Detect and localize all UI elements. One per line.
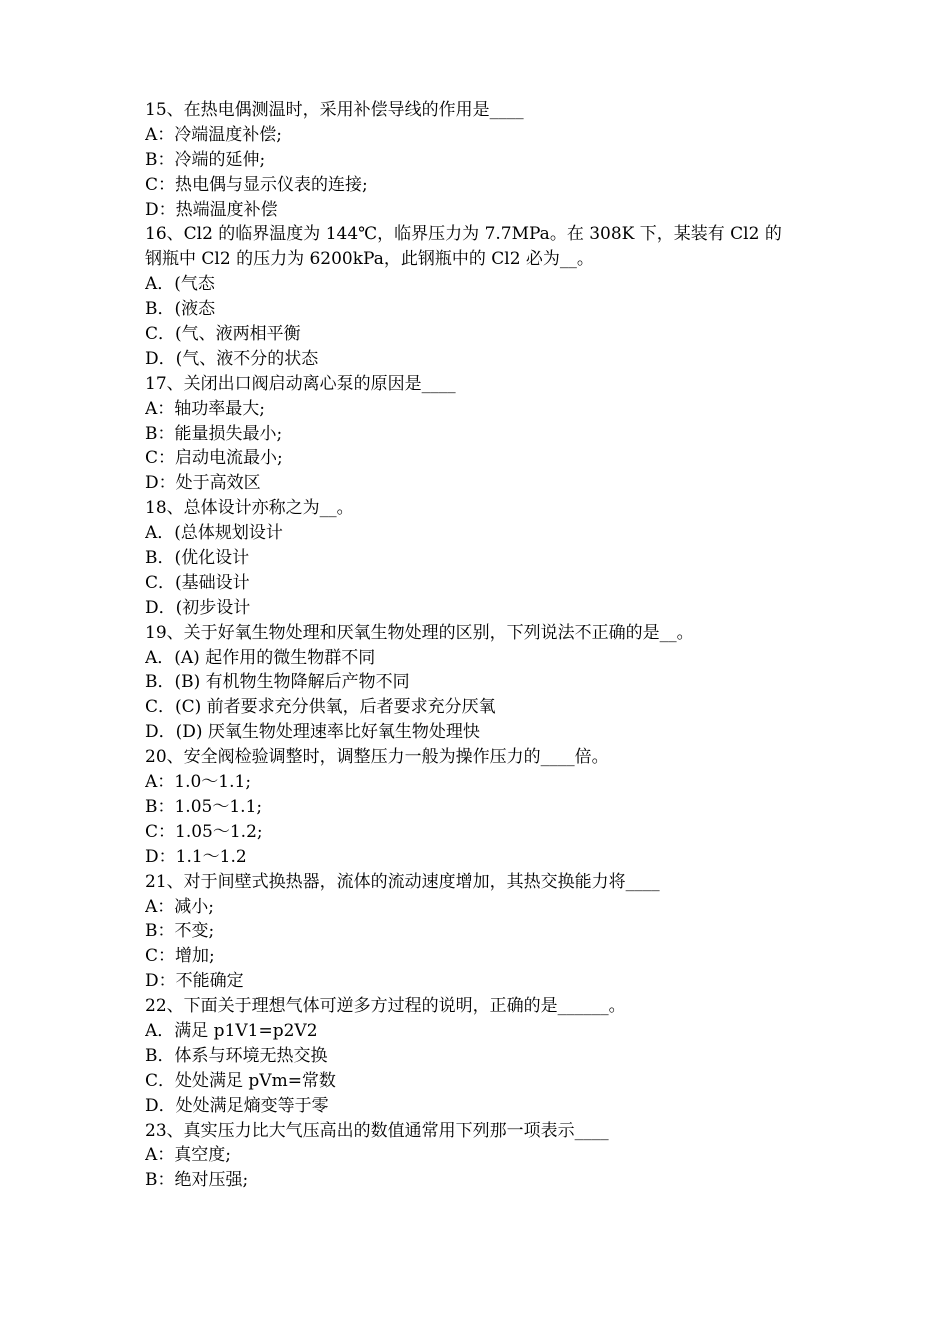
answer-option-line: B．体系与环境无热交换 — [145, 1045, 328, 1066]
answer-option-line: B．(B) 有机物生物降解后产物不同 — [145, 672, 410, 693]
question-text-line: 17、关闭出口阀启动离心泵的原因是____ — [145, 373, 456, 394]
question-text-line: 22、下面关于理想气体可逆多方过程的说明，正确的是______。 — [145, 996, 626, 1017]
question-text-line: 23、真实压力比大气压高出的数值通常用下列那一项表示____ — [145, 1120, 609, 1141]
answer-option-line: A：冷端温度补偿; — [145, 124, 283, 145]
exam-questions-body — [145, 98, 825, 1193]
answer-option-line: D．(初步设计 — [145, 597, 251, 618]
answer-option-line: D：热端温度补偿 — [145, 199, 278, 220]
answer-option-line: D．处处满足熵变等于零 — [145, 1095, 329, 1116]
question-text-line: 钢瓶中 Cl2 的压力为 6200kPa，此钢瓶中的 Cl2 必为__。 — [145, 249, 594, 270]
answer-option-line: A．(总体规划设计 — [145, 523, 283, 544]
answer-option-line: A：减小; — [145, 896, 215, 917]
question-text-line: 15、在热电偶测温时，采用补偿导线的作用是____ — [145, 100, 524, 120]
answer-option-line: B：能量损失最小; — [145, 423, 283, 444]
question-text-line: 20、安全阀检验调整时，调整压力一般为操作压力的____倍。 — [145, 747, 609, 768]
answer-option-line: C．(气、液两相平衡 — [145, 324, 301, 345]
answer-option-line: B．(液态 — [145, 299, 216, 320]
answer-option-line: D：1.1～1.2 — [145, 846, 247, 867]
answer-option-line: C：热电偶与显示仪表的连接; — [145, 174, 368, 195]
answer-option-line: D：处于高效区 — [145, 473, 261, 494]
answer-option-line: B．(优化设计 — [145, 548, 250, 569]
answer-option-line: C．处处满足 pVm=常数 — [145, 1070, 336, 1091]
answer-option-line: A．(A) 起作用的微生物群不同 — [145, 647, 376, 668]
answer-option-line: A．(气态 — [145, 274, 215, 295]
question-text-line: 19、关于好氧生物处理和厌氧生物处理的区别，下列说法不正确的是__。 — [145, 622, 694, 643]
answer-option-line: A：1.0～1.1; — [145, 772, 252, 793]
answer-option-line: C：1.05～1.2; — [145, 821, 263, 842]
answer-option-line: A．满足 p1V1=p2V2 — [145, 1020, 318, 1041]
answer-option-line: A：真空度; — [145, 1145, 232, 1166]
question-text-line: 21、对于间壁式换热器，流体的流动速度增加，其热交换能力将____ — [145, 871, 660, 892]
answer-option-line: B：冷端的延伸; — [145, 149, 266, 170]
answer-option-line: C．(C) 前者要求充分供氧，后者要求充分厌氧 — [145, 697, 496, 718]
answer-option-line: B：不变; — [145, 921, 215, 942]
answer-option-line: D．(气、液不分的状态 — [145, 348, 319, 369]
question-text-line: 18、总体设计亦称之为__。 — [145, 498, 354, 519]
answer-option-line: C．(基础设计 — [145, 572, 250, 593]
answer-option-line: C：增加; — [145, 946, 215, 967]
answer-option-line: A：轴功率最大; — [145, 398, 266, 419]
answer-option-line: C：启动电流最小; — [145, 448, 283, 469]
answer-option-line: B：1.05～1.1; — [145, 796, 263, 817]
answer-option-line: D：不能确定 — [145, 971, 244, 992]
question-text-line: 16、Cl2 的临界温度为 144℃，临界压力为 7.7MPa。在 308K 下，某装有 Cl2 的 — [145, 224, 782, 245]
answer-option-line: D．(D) 厌氧生物处理速率比好氧生物处理快 — [145, 722, 480, 743]
answer-option-line: B：绝对压强; — [145, 1170, 249, 1191]
